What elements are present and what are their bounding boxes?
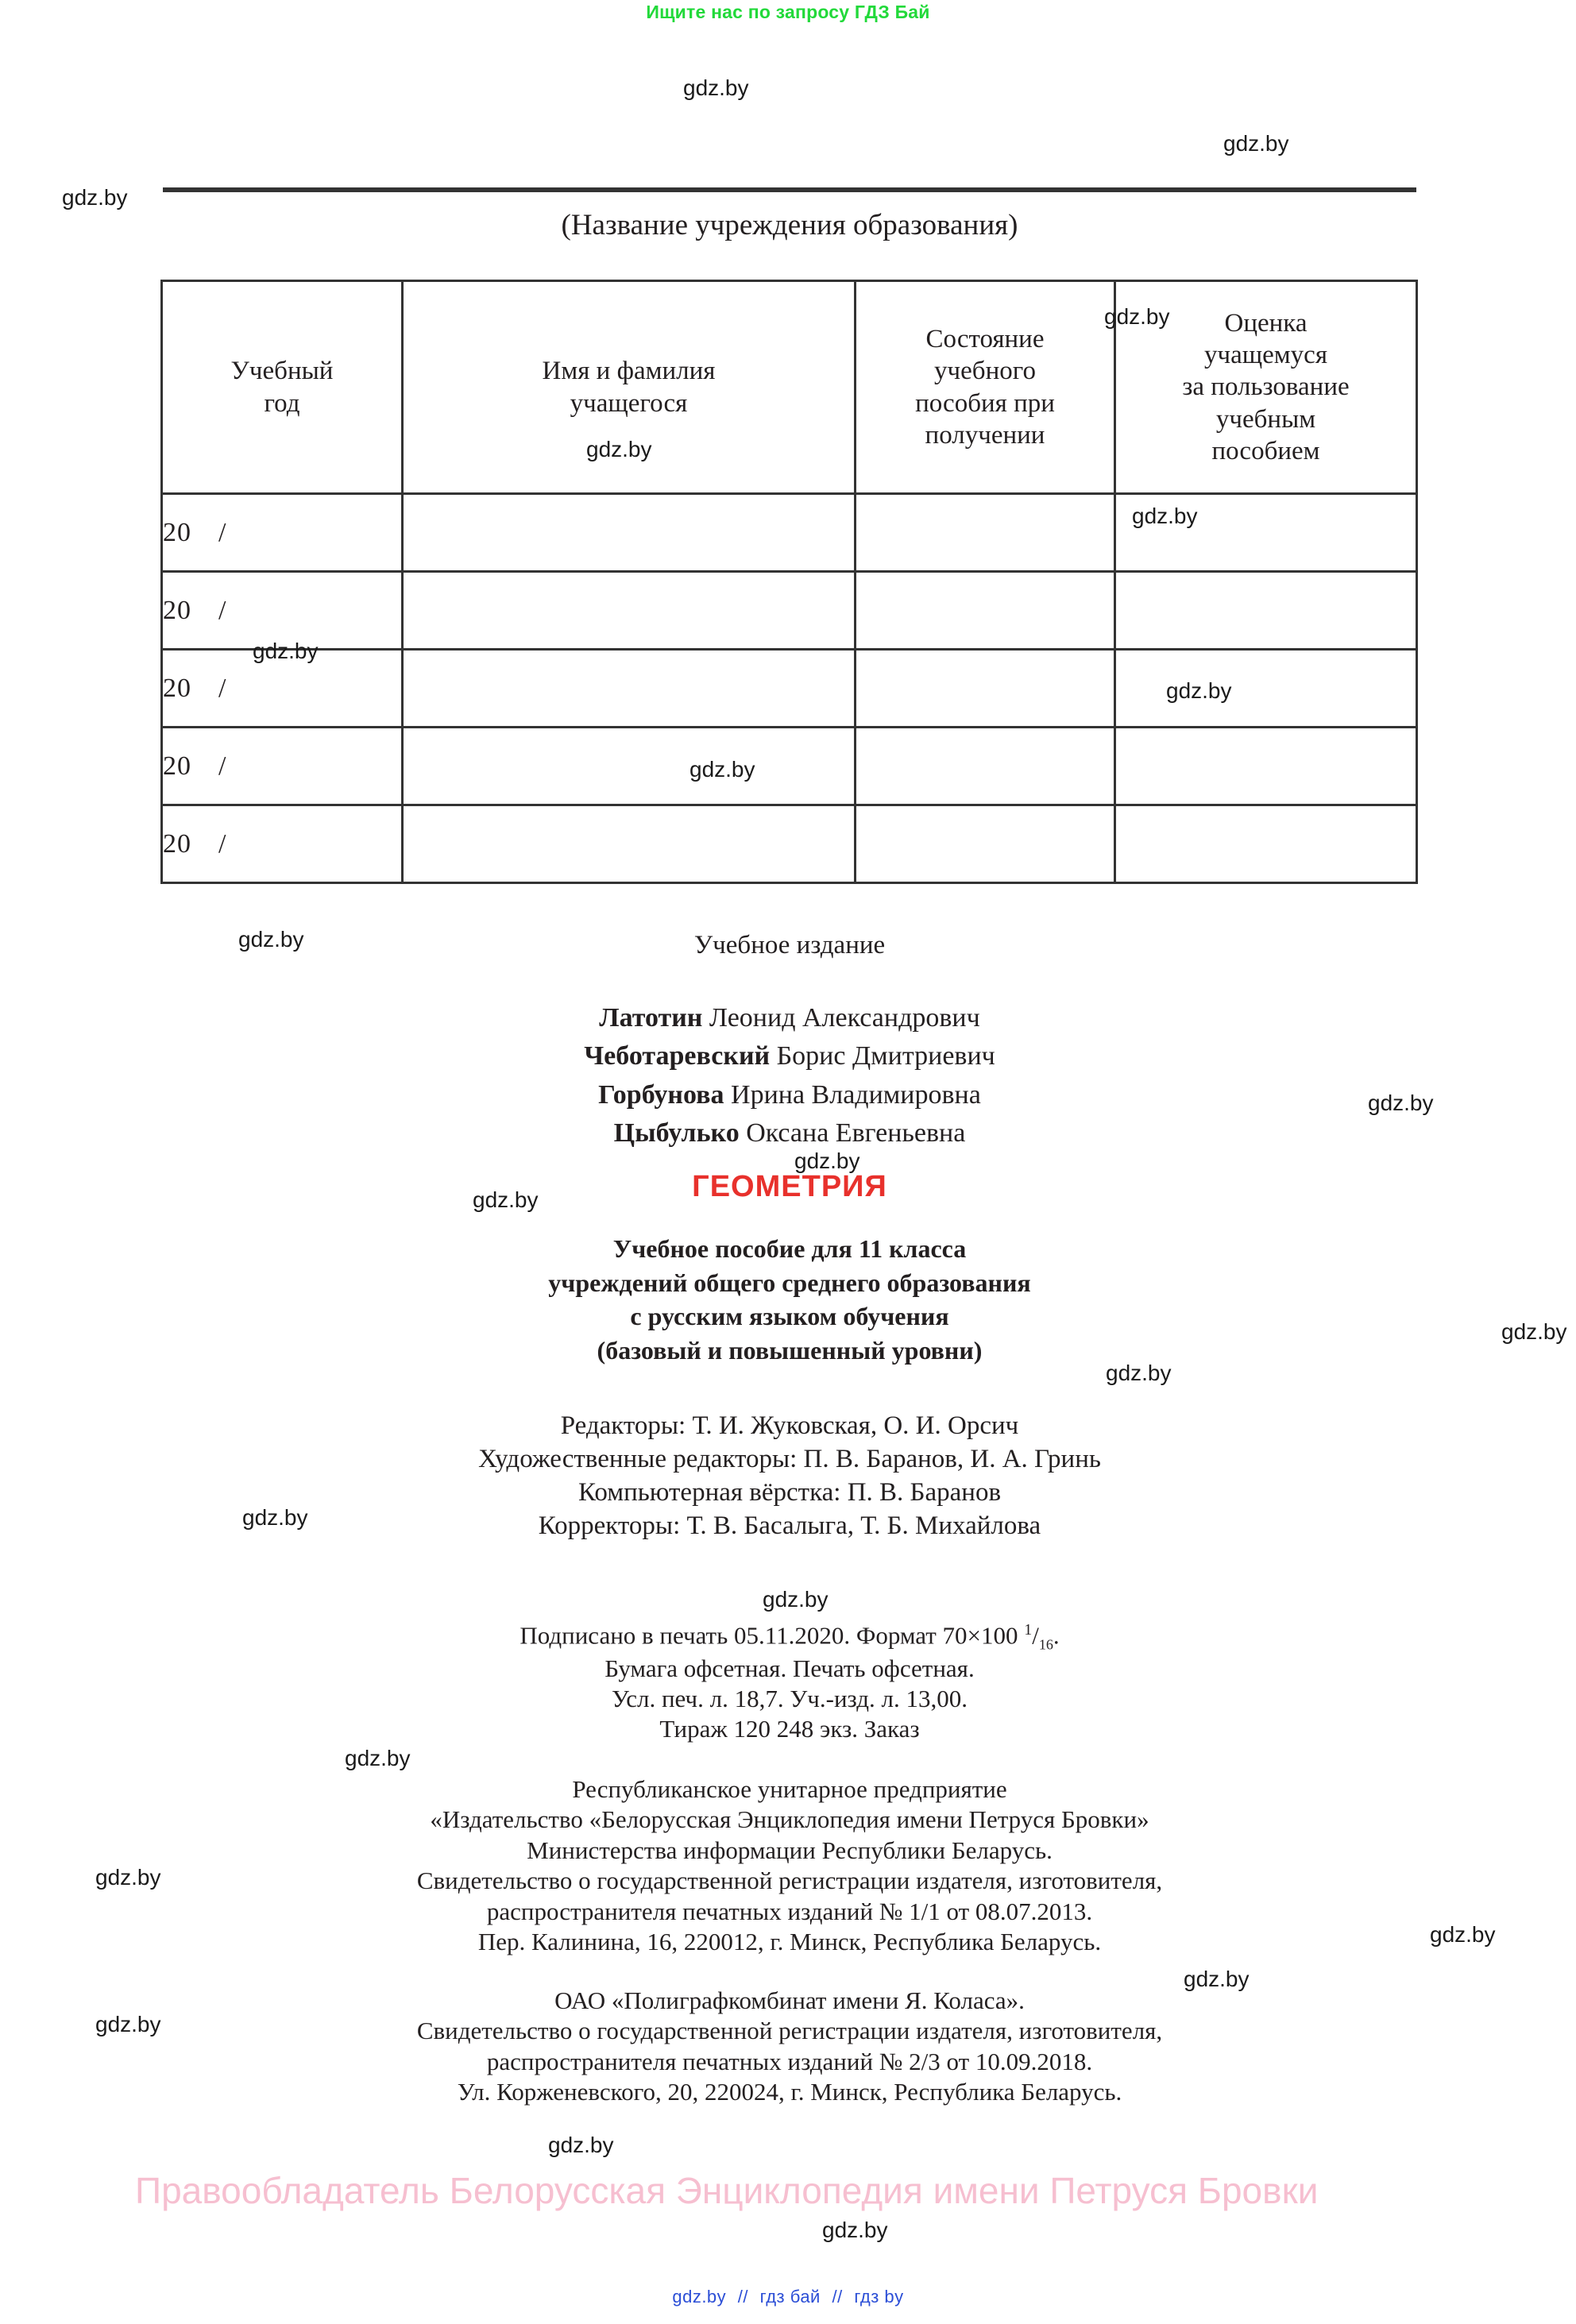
author-entry [163, 1114, 1416, 1152]
cell-name[interactable] [403, 728, 856, 805]
column-header-name [403, 281, 856, 494]
staff-line-art-editors: Художественные редакторы: П. В. Баранов, И. А. Гринь [478, 1444, 1101, 1473]
site-watermark: gdz.by [1132, 504, 1198, 528]
publisher-line: Республиканское унитарное предприятие [572, 1775, 1007, 1803]
table-row [162, 494, 1417, 572]
footer-link-gdzby2[interactable]: гдз by [854, 2287, 904, 2307]
print-line-sheets: Усл. печ. л. 18,7. Уч.-изд. л. 13,00. [612, 1685, 968, 1713]
cell-grade[interactable] [1115, 805, 1417, 883]
cell-year-slash: / [218, 595, 227, 625]
subtitle-line: с русским языком обучения [630, 1302, 949, 1331]
table-header [162, 281, 1417, 494]
cell-year[interactable] [162, 494, 403, 572]
site-watermark: gdz.by [763, 1587, 829, 1612]
publisher-line: Пер. Калинина, 16, 220012, г. Минск, Республика Беларусь. [477, 1928, 1102, 1956]
book-subtitle [163, 1232, 1416, 1367]
edition-label [163, 931, 1416, 960]
site-watermark: gdz.by [548, 2133, 614, 2157]
cell-grade[interactable] [1115, 572, 1417, 650]
copyright-watermark-text: Правообладатель Белорусская Энциклопедия имени Петруся Бровки [135, 2170, 1319, 2211]
author-surname: Чеботаревский [584, 1041, 771, 1071]
footer-link-row[interactable] [0, 2287, 1576, 2307]
print-line-paper: Бумага офсетная. Печать офсетная. [605, 1654, 975, 1683]
publisher-block-printer [163, 1986, 1416, 2108]
promo-banner-text: Ищите нас по запросу ГДЗ Бай [646, 2, 930, 22]
author-entry [163, 999, 1416, 1037]
column-header-grade-label: Оценка учащемуся за пользование учебным пособием [1182, 308, 1350, 465]
subtitle-line: учреждений общего среднего образования [548, 1268, 1031, 1297]
subtitle-line: Учебное пособие для 11 класса [612, 1234, 967, 1263]
staff-line-proofreaders: Корректоры: Т. В. Басалыга, Т. Б. Михайлова [538, 1511, 1041, 1540]
author-entry [163, 1076, 1416, 1114]
print-signed-prefix: Подписано в печать 05.11.2020. Формат 70×100 [520, 1621, 1025, 1650]
site-watermark: gdz.by [690, 757, 755, 782]
site-watermark: gdz.by [253, 639, 319, 663]
printer-line: Ул. Корженевского, 20, 220024, г. Минск, Республика Беларусь. [457, 2078, 1122, 2106]
cell-year-value: 20 [163, 828, 191, 859]
authors-list [163, 999, 1416, 1152]
cell-state[interactable] [856, 650, 1115, 728]
column-header-year-label: Учебный год [230, 357, 334, 418]
cell-year[interactable] [162, 572, 403, 650]
site-watermark: gdz.by [1368, 1091, 1434, 1115]
author-surname: Горбунова [598, 1079, 724, 1110]
site-watermark: gdz.by [1166, 678, 1232, 703]
cell-year-slash: / [218, 751, 227, 781]
printer-line: ОАО «Полиграфкомбинат имени Я. Коласа». [554, 1986, 1025, 2014]
table-row [162, 572, 1417, 650]
format-numerator: 1 [1024, 1621, 1033, 1639]
site-watermark: gdz.by [1430, 1922, 1496, 1947]
table-header-row [162, 281, 1417, 494]
publisher-block-primary [163, 1774, 1416, 1958]
cell-year-slash: / [218, 517, 227, 547]
column-header-year [162, 281, 403, 494]
staff-line-typesetting: Компьютерная вёрстка: П. В. Баранов [577, 1477, 1002, 1507]
site-watermark: gdz.by [794, 1148, 860, 1173]
author-surname: Цыбулько [613, 1118, 740, 1148]
cell-name[interactable] [403, 494, 856, 572]
staff-line-editors: Редакторы: Т. И. Жуковская, О. И. Орсич [560, 1411, 1019, 1440]
cell-name[interactable] [403, 805, 856, 883]
site-watermark: gdz.by [473, 1187, 539, 1212]
site-watermark: gdz.by [586, 437, 652, 461]
footer-separator: // [737, 2287, 749, 2307]
column-header-state [856, 281, 1115, 494]
cell-year[interactable] [162, 805, 403, 883]
site-watermark: gdz.by [822, 2218, 888, 2242]
book-title-text: ГЕОМЕТРИЯ [692, 1170, 887, 1203]
institution-caption [163, 208, 1416, 242]
header-divider-rule [163, 187, 1416, 192]
site-watermark: gdz.by [1223, 131, 1289, 156]
site-watermark: gdz.by [242, 1505, 308, 1530]
cell-year-slash: / [218, 828, 227, 859]
cell-year-value: 20 [163, 517, 191, 547]
cell-year-value: 20 [163, 673, 191, 703]
site-watermark: gdz.by [95, 1865, 161, 1890]
publisher-line: «Издательство «Белорусская Энциклопедия имени Петруся Бровки» [430, 1805, 1149, 1834]
cell-grade[interactable] [1115, 728, 1417, 805]
site-watermark: gdz.by [62, 185, 128, 210]
publisher-line: Свидетельство о государственной регистрации издателя, изготовителя, [416, 1867, 1163, 1895]
print-line-circulation: Тираж 120 248 экз. Заказ [659, 1715, 920, 1743]
table-row [162, 805, 1417, 883]
author-surname: Латотин [599, 1003, 703, 1033]
table-row [162, 728, 1417, 805]
site-watermark: gdz.by [345, 1746, 411, 1770]
edition-label-text: Учебное издание [693, 931, 886, 959]
cell-year-slash: / [218, 673, 227, 703]
site-watermark: gdz.by [1104, 304, 1170, 329]
cell-state[interactable] [856, 494, 1115, 572]
printer-line: распространителя печатных изданий № 2/3 от 10.09.2018. [486, 2047, 1093, 2075]
author-given-names: Оксана Евгеньевна [739, 1118, 966, 1148]
cell-year-value: 20 [163, 595, 191, 625]
publisher-line: Министерства информации Республики Беларусь. [527, 1836, 1053, 1864]
author-entry [163, 1037, 1416, 1075]
print-line-signed: Подписано в печать 05.11.2020. Формат 70×100 $^1/_{16}$. [520, 1621, 1060, 1653]
column-header-name-label: Имя и фамилия учащегося [542, 357, 716, 418]
cell-state[interactable] [856, 728, 1115, 805]
cell-name[interactable] [403, 650, 856, 728]
column-header-state-label: Состояние учебного пособия при получении [915, 325, 1055, 450]
site-watermark: gdz.by [1501, 1319, 1567, 1344]
publisher-line: распространителя печатных изданий № 1/1 от 08.07.2013. [486, 1897, 1093, 1925]
promo-banner [0, 2, 1576, 23]
footer-link-gdzby[interactable]: gdz.by [672, 2287, 727, 2307]
cell-year-value: 20 [163, 751, 191, 781]
footer-separator: // [832, 2287, 843, 2307]
cell-year[interactable] [162, 728, 403, 805]
site-watermark: gdz.by [95, 2012, 161, 2036]
print-run-info [163, 1620, 1416, 1744]
printer-line: Свидетельство о государственной регистрации издателя, изготовителя, [416, 2017, 1163, 2045]
print-signed-suffix: . [1053, 1621, 1060, 1650]
production-staff [163, 1410, 1416, 1543]
institution-caption-text: (Название учреждения образования) [561, 209, 1018, 241]
subtitle-line: (базовый и повышенный уровни) [597, 1335, 983, 1365]
cell-state[interactable] [856, 805, 1115, 883]
site-watermark: gdz.by [1184, 1967, 1250, 1991]
copyright-watermark [135, 2172, 1318, 2209]
author-given-names: Ирина Владимировна [724, 1079, 981, 1110]
author-given-names: Леонид Александрович [702, 1003, 980, 1033]
book-title [163, 1170, 1416, 1204]
footer-link-gdzbay[interactable]: гдз бай [759, 2287, 821, 2307]
site-watermark: gdz.by [683, 75, 749, 100]
site-watermark: gdz.by [238, 927, 304, 952]
site-watermark: gdz.by [1106, 1361, 1172, 1385]
cell-name[interactable] [403, 572, 856, 650]
format-denominator: 16 [1038, 1636, 1053, 1653]
author-given-names: Борис Дмитриевич [770, 1041, 995, 1071]
cell-grade[interactable] [1115, 650, 1417, 728]
cell-state[interactable] [856, 572, 1115, 650]
textbook-register-table [160, 280, 1418, 884]
